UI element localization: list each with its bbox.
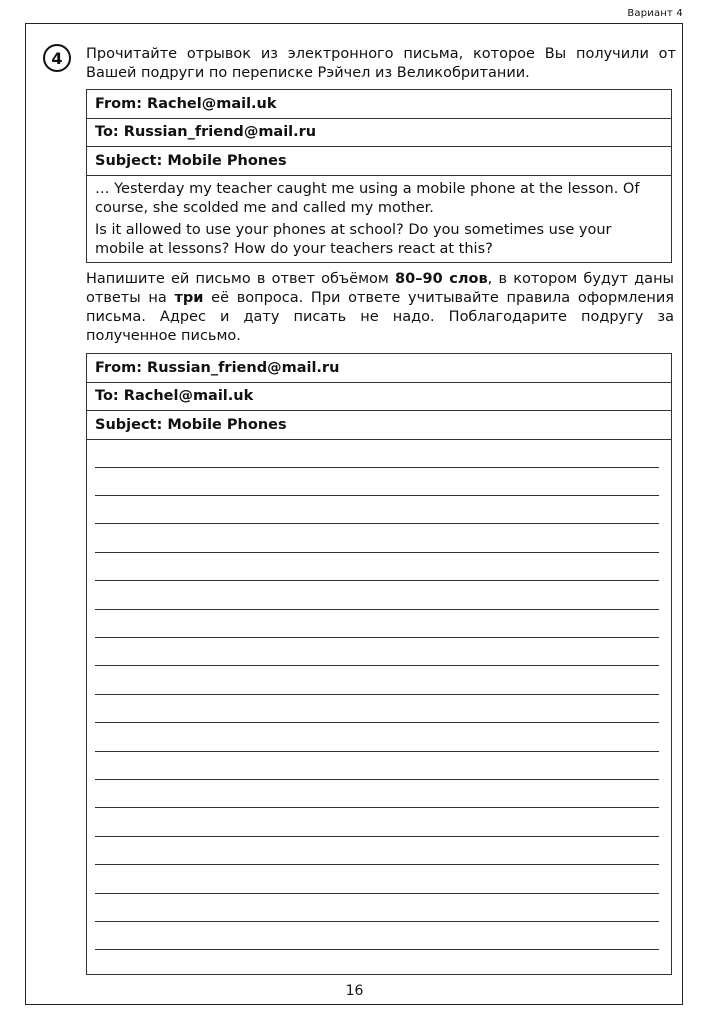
- page-number: 16: [345, 983, 364, 999]
- answer-line[interactable]: [95, 836, 659, 837]
- incoming-email-subject: Subject: Mobile Phones: [87, 147, 671, 176]
- answer-line[interactable]: [95, 580, 659, 581]
- incoming-email-body-paragraph-1: … Yesterday my teacher caught me using a mobile phone at the lesson. Of course, she scolded me and called my mother.: [95, 180, 640, 216]
- answer-line[interactable]: [95, 665, 659, 666]
- answer-line[interactable]: [95, 949, 659, 950]
- instruction-text-1: Напишите ей письмо в ответ объёмом: [86, 271, 396, 287]
- answer-line[interactable]: [95, 779, 659, 780]
- writing-instruction: [86, 270, 674, 346]
- instruction-word-count: 80–90 слов: [395, 271, 488, 287]
- answer-line[interactable]: [95, 893, 659, 894]
- answer-line[interactable]: [95, 694, 659, 695]
- answer-lines-area[interactable]: [87, 440, 671, 975]
- answer-line[interactable]: [95, 523, 659, 524]
- incoming-email-body: [87, 176, 671, 262]
- reply-email-box: [86, 353, 672, 975]
- incoming-email-box: [86, 89, 672, 263]
- task-intro: Прочитайте отрывок из электронного письма, которое Вы получили от Вашей подруги по переписке Рэйчел из Великобритании.: [86, 46, 676, 81]
- instruction-text-3: её вопроса. При ответе учитывайте правила оформления письма. Адрес и дату писать не надо. Поблагодарите подругу за полученное письмо.: [86, 290, 674, 344]
- answer-line[interactable]: [95, 751, 659, 752]
- answer-line[interactable]: [95, 467, 659, 468]
- variant-label: Вариант 4: [627, 8, 683, 19]
- instruction-text-2: , в котором будут даны ответы на: [86, 271, 674, 306]
- reply-email-subject: Subject: Mobile Phones: [87, 411, 671, 440]
- answer-line[interactable]: [95, 807, 659, 808]
- reply-email-to: To: Rachel@mail.uk: [87, 383, 671, 412]
- reply-email-from: From: Russian_friend@mail.ru: [87, 354, 671, 383]
- answer-line[interactable]: [95, 552, 659, 553]
- instruction-question-count: три: [174, 290, 204, 306]
- task-number-badge: 4: [43, 44, 71, 72]
- incoming-email-body-paragraph-2: Is it allowed to use your phones at school? Do you sometimes use your mobile at lessons? How do your teachers react at this?: [95, 221, 612, 257]
- answer-line[interactable]: [95, 609, 659, 610]
- answer-line[interactable]: [95, 921, 659, 922]
- answer-line[interactable]: [95, 637, 659, 638]
- answer-line[interactable]: [95, 495, 659, 496]
- answer-line[interactable]: [95, 722, 659, 723]
- answer-line[interactable]: [95, 864, 659, 865]
- incoming-email-from: From: Rachel@mail.uk: [87, 90, 671, 119]
- incoming-email-to: To: Russian_friend@mail.ru: [87, 119, 671, 148]
